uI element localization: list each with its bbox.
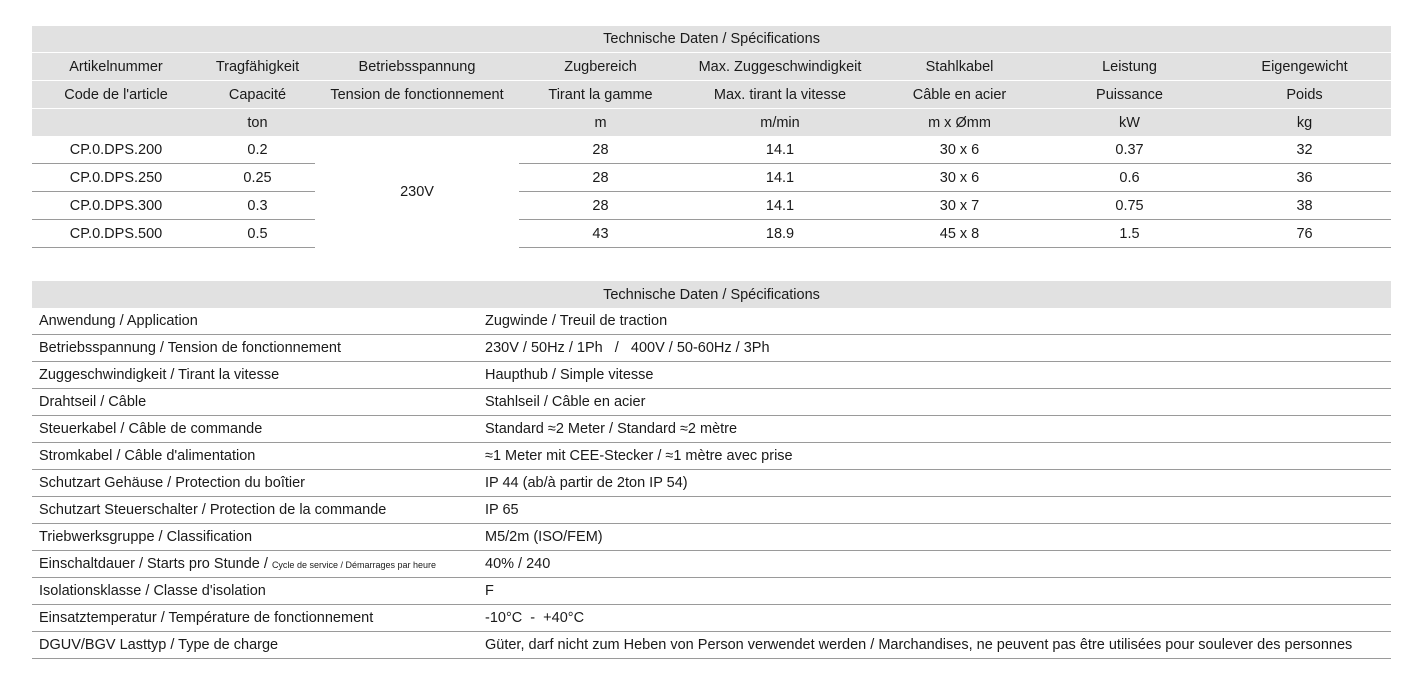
unit-cell: m x Ømm bbox=[878, 109, 1041, 137]
property-value: Stahlseil / Câble en acier bbox=[475, 389, 1391, 416]
table-row bbox=[32, 524, 1391, 551]
range-value: 43 bbox=[519, 220, 682, 248]
header-fr: Max. tirant la vitesse bbox=[682, 81, 878, 109]
capacity-value: 0.5 bbox=[200, 220, 315, 248]
speed-value: 18.9 bbox=[682, 220, 878, 248]
table-row bbox=[32, 605, 1391, 632]
property-label: Einsatztemperatur / Température de fonctionnement bbox=[32, 605, 475, 632]
table-row bbox=[32, 136, 1391, 164]
properties-table bbox=[32, 281, 1391, 659]
header-fr: Puissance bbox=[1041, 81, 1218, 109]
header-fr: Tirant la gamme bbox=[519, 81, 682, 109]
table-row bbox=[32, 632, 1391, 659]
table-row bbox=[32, 443, 1391, 470]
property-label-cell bbox=[32, 551, 475, 578]
weight-value: 36 bbox=[1218, 164, 1391, 192]
table-row bbox=[32, 164, 1391, 192]
weight-value: 32 bbox=[1218, 136, 1391, 164]
unit-cell bbox=[315, 109, 519, 137]
header-fr: Poids bbox=[1218, 81, 1391, 109]
property-value: M5/2m (ISO/FEM) bbox=[475, 524, 1391, 551]
header-fr: Code de l'article bbox=[32, 81, 200, 109]
header-fr: Câble en acier bbox=[878, 81, 1041, 109]
header-fr: Capacité bbox=[200, 81, 315, 109]
property-value: 40% / 240 bbox=[475, 551, 1391, 578]
cable-value: 45 x 8 bbox=[878, 220, 1041, 248]
table-row bbox=[32, 192, 1391, 220]
header-row-de bbox=[32, 53, 1391, 81]
table-title-row bbox=[32, 26, 1391, 53]
power-value: 1.5 bbox=[1041, 220, 1218, 248]
table-row bbox=[32, 308, 1391, 335]
property-value: Standard ≈2 Meter / Standard ≈2 mètre bbox=[475, 416, 1391, 443]
table-row bbox=[32, 578, 1391, 605]
speed-value: 14.1 bbox=[682, 136, 878, 164]
power-value: 0.37 bbox=[1041, 136, 1218, 164]
cable-value: 30 x 7 bbox=[878, 192, 1041, 220]
table-row bbox=[32, 470, 1391, 497]
header-de: Tragfähigkeit bbox=[200, 53, 315, 81]
weight-value: 76 bbox=[1218, 220, 1391, 248]
property-value: Haupthub / Simple vitesse bbox=[475, 362, 1391, 389]
header-de: Leistung bbox=[1041, 53, 1218, 81]
header-de: Artikelnummer bbox=[32, 53, 200, 81]
header-row-fr bbox=[32, 81, 1391, 109]
unit-cell bbox=[32, 109, 200, 137]
voltage-value: 230V bbox=[400, 183, 434, 200]
table-title: Technische Daten / Spécifications bbox=[32, 26, 1391, 53]
power-value: 0.6 bbox=[1041, 164, 1218, 192]
property-label: DGUV/BGV Lasttyp / Type de charge bbox=[32, 632, 475, 659]
power-value: 0.75 bbox=[1041, 192, 1218, 220]
property-label-note: Cycle de service / Démarrages par heure bbox=[271, 560, 437, 570]
table-row bbox=[32, 220, 1391, 248]
table-title-row bbox=[32, 281, 1391, 308]
capacity-value: 0.25 bbox=[200, 164, 315, 192]
article-number: CP.0.DPS.200 bbox=[32, 136, 200, 164]
table-row bbox=[32, 335, 1391, 362]
unit-cell: kW bbox=[1041, 109, 1218, 137]
property-value: F bbox=[475, 578, 1391, 605]
property-label: Drahtseil / Câble bbox=[32, 389, 475, 416]
table-row bbox=[32, 416, 1391, 443]
unit-cell: m/min bbox=[682, 109, 878, 137]
unit-cell: kg bbox=[1218, 109, 1391, 137]
header-de: Stahlkabel bbox=[878, 53, 1041, 81]
property-label: Einschaltdauer / Starts pro Stunde / bbox=[39, 556, 272, 572]
range-value: 28 bbox=[519, 164, 682, 192]
units-row bbox=[32, 109, 1391, 137]
property-label: Betriebsspannung / Tension de fonctionnement bbox=[32, 335, 475, 362]
property-label: Anwendung / Application bbox=[32, 308, 475, 335]
property-label: Stromkabel / Câble d'alimentation bbox=[32, 443, 475, 470]
table-row bbox=[32, 497, 1391, 524]
property-value: -10°C - +40°C bbox=[475, 605, 1391, 632]
cable-value: 30 x 6 bbox=[878, 164, 1041, 192]
table-row bbox=[32, 551, 1391, 578]
property-label: Steuerkabel / Câble de commande bbox=[32, 416, 475, 443]
cable-value: 30 x 6 bbox=[878, 136, 1041, 164]
property-label: Triebwerksgruppe / Classification bbox=[32, 524, 475, 551]
article-number: CP.0.DPS.250 bbox=[32, 164, 200, 192]
table-row bbox=[32, 362, 1391, 389]
weight-value: 38 bbox=[1218, 192, 1391, 220]
property-value: Güter, darf nicht zum Heben von Person verwendet werden / Marchandises, ne peuvent pas être utilisées pour soulever des personnes bbox=[475, 632, 1391, 659]
speed-value: 14.1 bbox=[682, 192, 878, 220]
capacity-value: 0.3 bbox=[200, 192, 315, 220]
property-label: Schutzart Gehäuse / Protection du boîtier bbox=[32, 470, 475, 497]
article-number: CP.0.DPS.500 bbox=[32, 220, 200, 248]
header-fr: Tension de fonctionnement bbox=[315, 81, 519, 109]
header-de: Eigengewicht bbox=[1218, 53, 1391, 81]
specifications-table bbox=[32, 26, 1391, 248]
property-label: Schutzart Steuerschalter / Protection de la commande bbox=[32, 497, 475, 524]
table-title: Technische Daten / Spécifications bbox=[32, 281, 1391, 308]
property-label: Zuggeschwindigkeit / Tirant la vitesse bbox=[32, 362, 475, 389]
unit-cell: m bbox=[519, 109, 682, 137]
table-row bbox=[32, 389, 1391, 416]
header-de: Zugbereich bbox=[519, 53, 682, 81]
article-number: CP.0.DPS.300 bbox=[32, 192, 200, 220]
speed-value: 14.1 bbox=[682, 164, 878, 192]
property-value: 230V / 50Hz / 1Ph / 400V / 50-60Hz / 3Ph bbox=[475, 335, 1391, 362]
header-de: Max. Zuggeschwindigkeit bbox=[682, 53, 878, 81]
range-value: 28 bbox=[519, 192, 682, 220]
header-de: Betriebsspannung bbox=[315, 53, 519, 81]
capacity-value: 0.2 bbox=[200, 136, 315, 164]
range-value: 28 bbox=[519, 136, 682, 164]
property-label: Isolationsklasse / Classe d'isolation bbox=[32, 578, 475, 605]
property-value: ≈1 Meter mit CEE-Stecker / ≈1 mètre avec prise bbox=[475, 443, 1391, 470]
property-value: IP 44 (ab/à partir de 2ton IP 54) bbox=[475, 470, 1391, 497]
unit-cell: ton bbox=[200, 109, 315, 137]
property-value: IP 65 bbox=[475, 497, 1391, 524]
property-value: Zugwinde / Treuil de traction bbox=[475, 308, 1391, 335]
